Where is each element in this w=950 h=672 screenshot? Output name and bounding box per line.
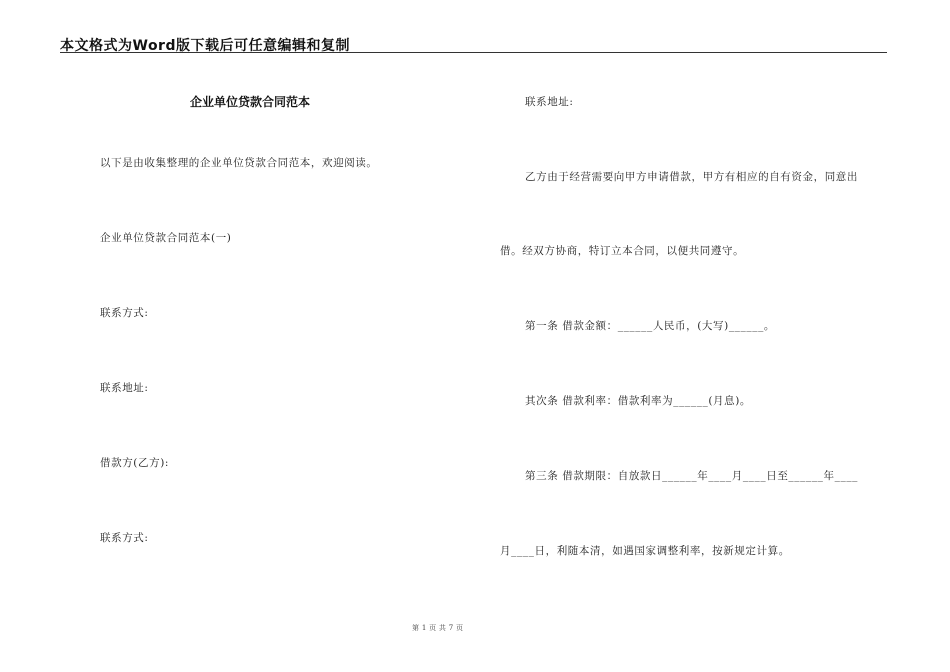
article-2-interest-rate: 其次条 借款利率：借款利率为______(月息)。 xyxy=(525,395,752,407)
purpose-paragraph-line2: 借。经双方协商，特订立本合同，以便共同遵守。 xyxy=(500,245,745,257)
article-1-loan-amount: 第一条 借款金额：______人民币，(大写)______。 xyxy=(525,320,776,332)
article-3-loan-term-line1: 第三条 借款期限：自放款日______年____月____日至______年____ xyxy=(525,470,859,482)
purpose-paragraph-line1: 乙方由于经营需要向甲方申请借款，甲方有相应的自有资金，同意出 xyxy=(525,171,858,183)
intro-paragraph: 以下是由收集整理的企业单位贷款合同范本，欢迎阅读。 xyxy=(100,157,378,169)
contact-method-label: 联系方式: xyxy=(100,307,149,319)
contact-address-label: 联系地址: xyxy=(100,382,149,394)
header-divider xyxy=(60,52,887,53)
article-3-loan-term-line2: 月____日，利随本清，如遇国家调整利率，按新规定计算。 xyxy=(500,545,790,557)
lender-address-label: 联系地址: xyxy=(525,96,574,108)
document-title: 企业单位贷款合同范本 xyxy=(190,95,311,109)
borrower-label: 借款方(乙方): xyxy=(100,457,170,469)
section-heading: 企业单位贷款合同范本(一) xyxy=(100,232,232,244)
page-number: 第 1 页 共 7 页 xyxy=(412,624,464,632)
borrower-contact-method-label: 联系方式: xyxy=(100,532,149,544)
document-header: 本文格式为Word版下载后可任意编辑和复制 xyxy=(60,38,350,54)
